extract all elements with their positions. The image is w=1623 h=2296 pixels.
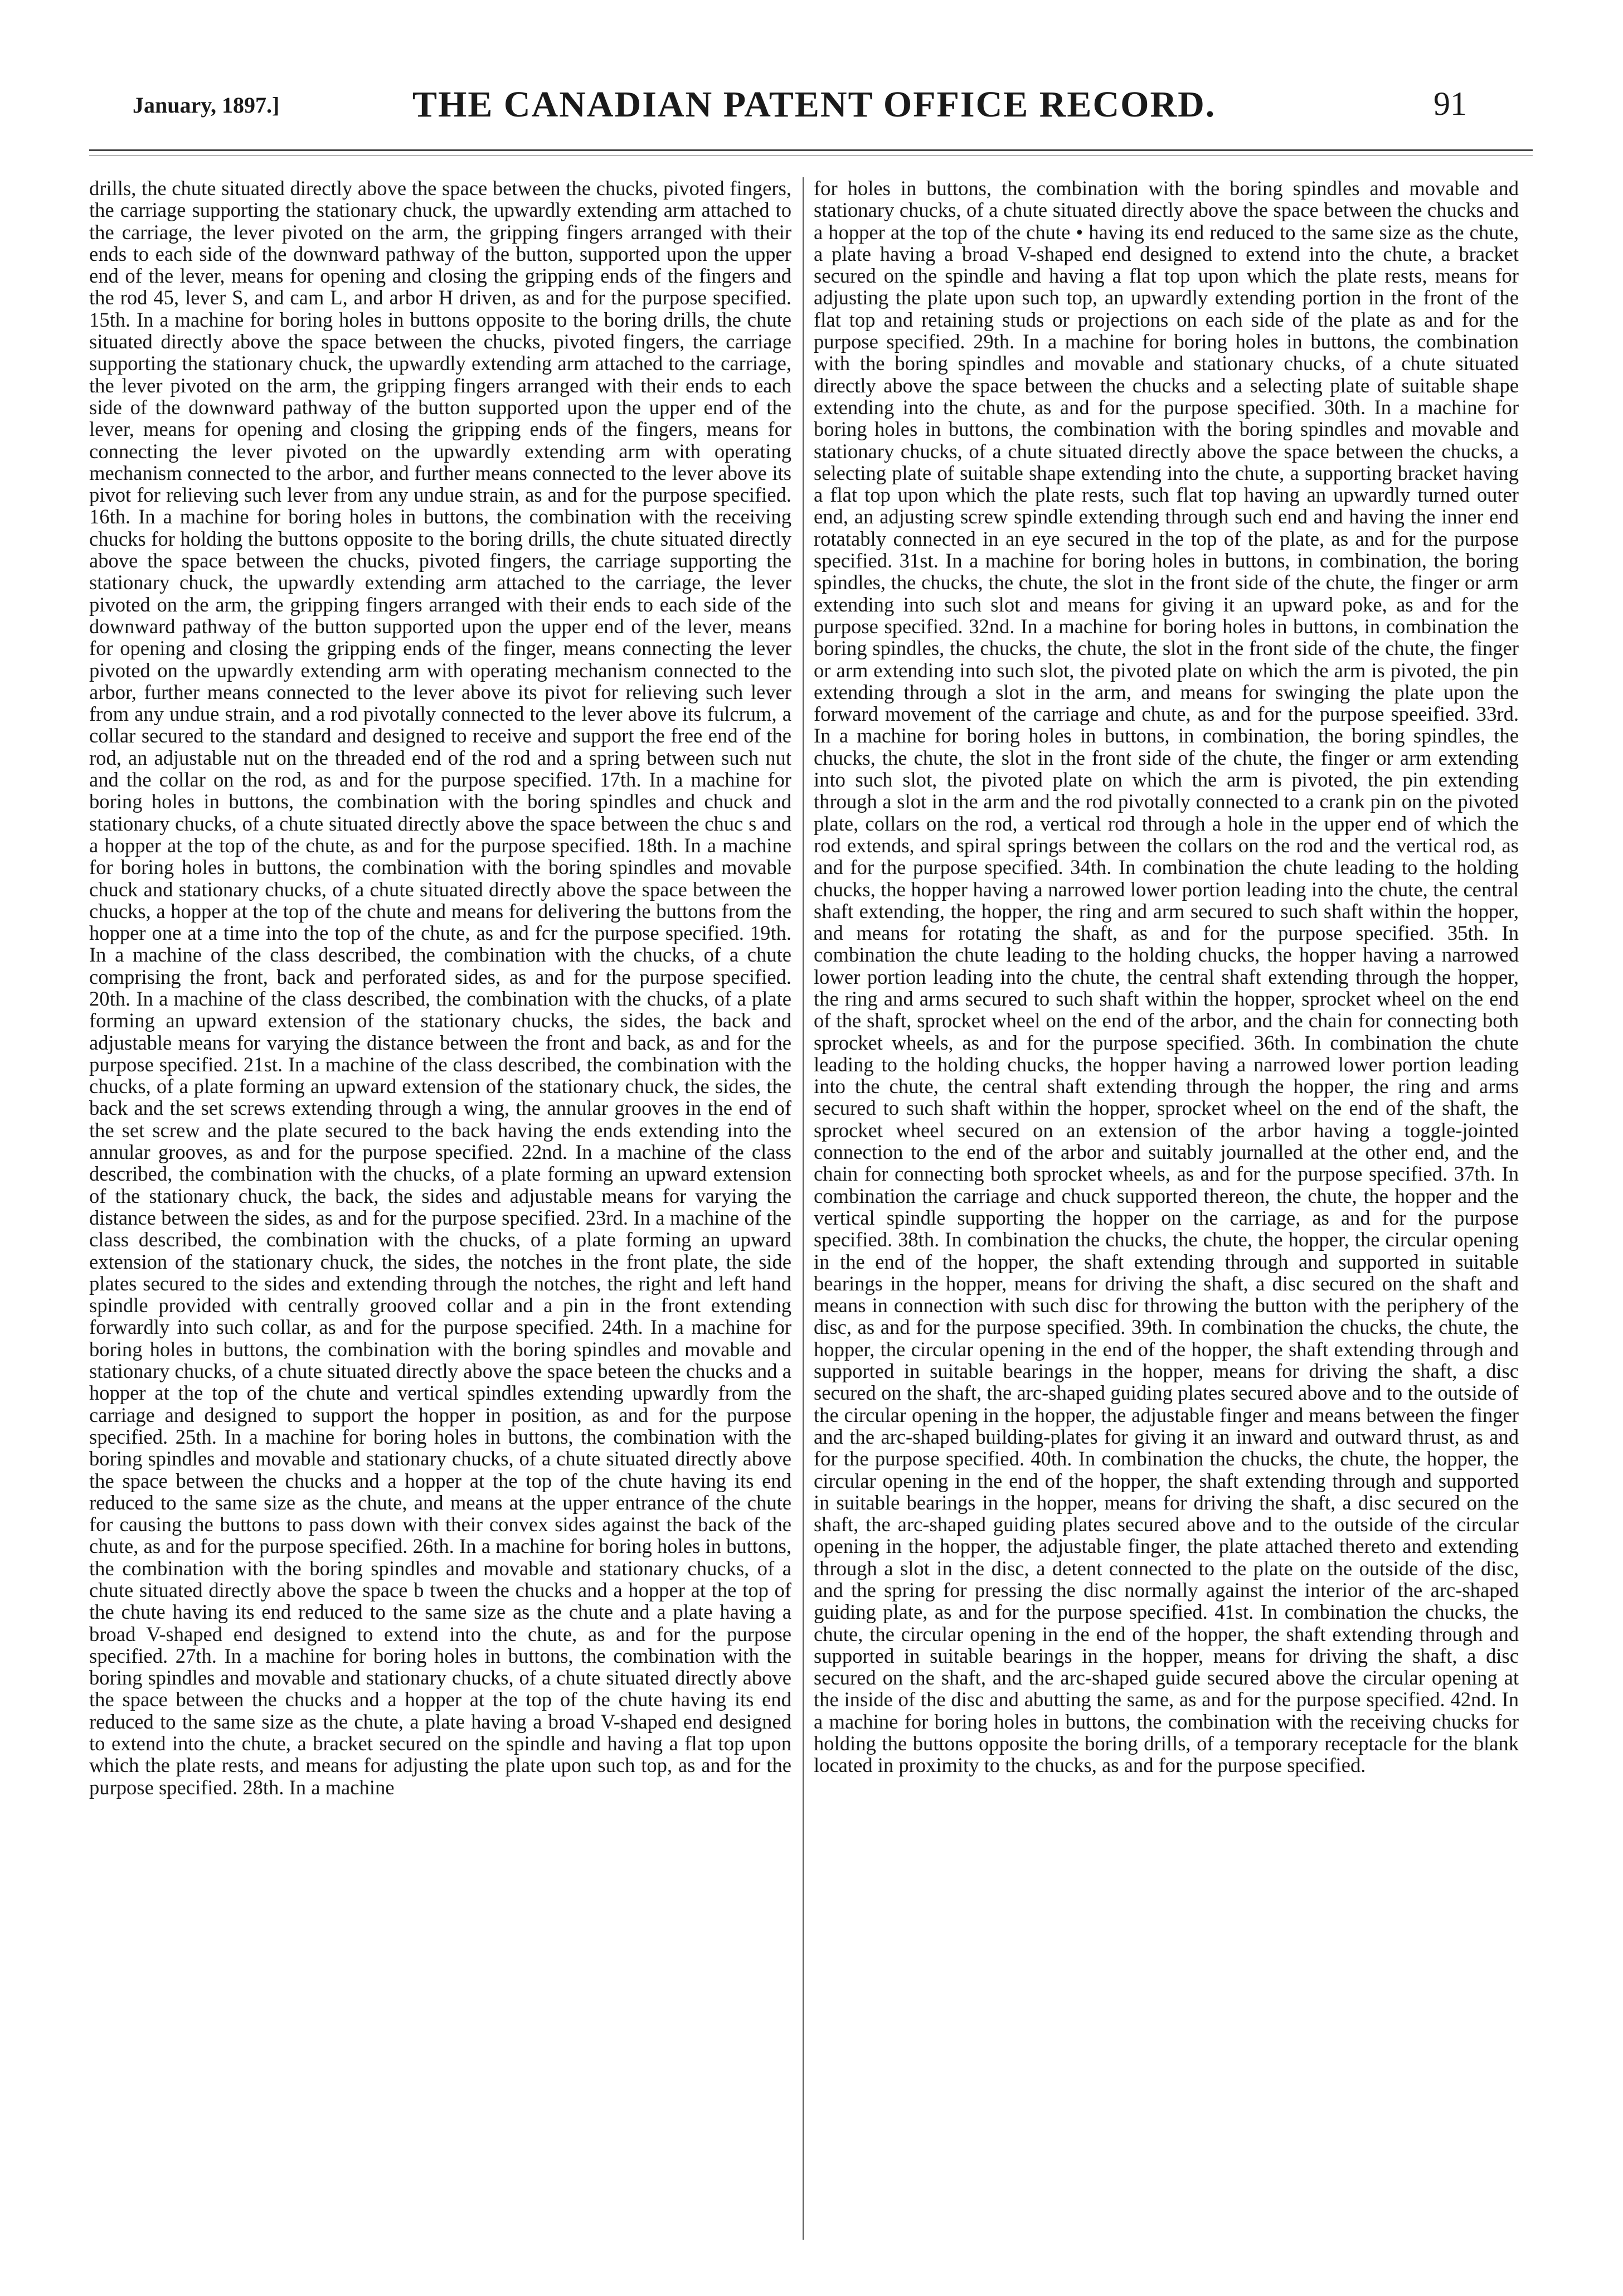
header-rule-thin — [89, 155, 1533, 156]
right-column-text: for holes in buttons, the combination with the boring spindles and movable and stationary chucks, of a chute situated directly above the space between the chucks and a hopper at the top of the chute • having its end reduced to the same size as the chute, a plate having a broad V-shaped end designed to extend into the chute, a bracket secured on the spindle and having a flat top upon which the plate rests, means for adjusting the plate upon such top, an upwardly extending portion in the front of the flat top and retaining studs or projections on each side of the plate as and for the purpose specified. 29th. In a machine for boring holes in buttons, the combination with the boring spindles and movable and stationary chucks, of a chute situated directly above the space between the chucks and a selecting plate of suitable shape extending into the chute, as and for the purpose specified. 30th. In a machine for boring holes in buttons, the combination with the boring spindles and movable and stationary chucks, of a chute situated directly above the space between the chucks, a selecting plate of suitable shape extending into the chute, a supporting bracket having a flat top upon which the plate rests, such flat top having an upwardly turned outer end, an adjusting screw spindle extending through such end and having the inner end rotatably connected in an eye secured in the top of the plate, as and for the purpose specified. 31st. In a machine for boring holes in buttons, in combination, the boring spindles, the chucks, the chute, the slot in the front side of the chute, the finger or arm extending into such slot and means for giving it an upward poke, as and for the purpose specified. 32nd. In a machine for boring holes in buttons, in combination the boring spindles, the chucks, the chute, the slot in the front side of the chute, the finger or arm extending into such slot, the pivoted plate on which the arm is pivoted, the pin extending through a slot in the arm, and means for swinging the plate upon the forward movement of the carriage and chute, as and for the purpose speeified. 33rd. In a machine for boring holes in buttons, in combination, the boring spindles, the chucks, the chute, the slot in the front side of the chute, the finger or arm extending into such slot, the pivoted plate on which the arm is pivoted, the pin extending through a slot in the arm and the rod pivotally connected to a crank pin on the pivoted plate, collars on the rod, a vertical rod through a hole in the upper end of which the rod extends, and spiral springs between the collars on the rod and the vertical rod, as and for the purpose specified. 34th. In combination the chute leading to the holding chucks, the hopper having a narrowed lower portion leading into the chute, the central shaft extending, the hopper, the ring and arm secured to such shaft within the hopper, and means for rotating the shaft, as and for the purpose specified. 35th. In combination the chute leading to the holding chucks, the hopper having a narrowed lower portion leading into the chute, the central shaft extending through the hopper, the ring and arms secured to such shaft within the hopper, sprocket wheel on the end of the shaft, sprocket wheel on the end of the arbor, and the chain for connecting both sprocket wheels, as and for the purpose specified. 36th. In combination the chute leading to the holding chucks, the hopper having a narrowed lower portion leading into the chute, the central shaft extending through the hopper, the ring and arms secured to such shaft within the hopper, sprocket wheel on the end of the shaft, the sprocket wheel secured on an extension of the arbor having a toggle-jointed connection to the end of the arbor and suitably journalled at the other end, and the chain for connecting both sprocket wheels, as and for the purpose specified. 37th. In combination the carriage and chuck supported thereon, the chute, the hopper and the vertical spindle supporting the hopper on the carriage, as and for the purpose specified. 38th. In combination the chucks, the chute, the hopper, the circular opening in the end of the hopper, the shaft extending through and supported in suitable bearings in the hopper, means for driving the shaft, a disc secured on the shaft and means in connection with such disc for throwing the button with the periphery of the disc, as and for the purpose specified. 39th. In combination the chucks, the chute, the hopper, the circular opening in the end of the hopper, the shaft extending through and supported in suitable bearings in the hopper, means for driving the shaft, a disc secured on the shaft, the arc-shaped guiding plates secured above and to the outside of the circular opening in the hopper, the adjustable finger and means between the finger and the arc-shaped building-plates for giving it an inward and outward thrust, as and for the purpose specified. 40th. In combination the chucks, the chute, the hopper, the circular opening in the end of the hopper, the shaft extending through and supported in suitable bearings in the hopper, means for driving the shaft, a disc secured on the shaft, the arc-shaped guiding plates secured above and to the outside of the circular opening in the hopper, the adjustable finger, the plate attached thereto and extending through a slot in the disc, a detent connected to the plate on the outside of the disc, and the spring for pressing the disc normally against the interior of the arc-shaped guiding plate, as and for the purpose specified. 41st. In combination the chucks, the chute, the circular opening in the end of the hopper, the shaft extending through and supported in suitable bearings in the hopper, means for driving the shaft, a disc secured on the shaft, and the arc-shaped guide secured above the circular opening at the inside of the disc and abutting the same, as and for the purpose specified. 42nd. In a machine for boring holes in buttons, the combination with the receiving chucks for holding the buttons opposite the boring drills, of a temporary receptacle for the blank located in proximity to the chucks, as and for the purpose specified. — [814, 177, 1519, 1777]
left-column-text: drills, the chute situated directly above the space between the chucks, pivoted fingers, the carriage supporting the stationary chuck, the upwardly extending arm attached to the carriage, the lever pivoted on the arm, the gripping fingers arranged with their ends to each side of the downward pathway of the button, supported upon the upper end of the lever, means for opening and closing the gripping ends of the fingers and the rod 45, lever S, and cam L, and arbor H driven, as and for the purpose specified. 15th. In a machine for boring holes in buttons opposite to the boring drills, the chute situated directly above the space between the chucks, pivoted fingers, the carriage supporting the stationary chuck, the upwardly extending arm attached to the carriage, the lever pivoted on the arm, the gripping fingers arranged with their ends to each side of the downward pathway of the button supported upon the upper end of the lever, means for opening and closing the gripping ends of the fingers, means for connecting the lever pivoted on the upwardly extending arm with operating mechanism connected to the arbor, and further means connected to the lever above its pivot for relieving such lever from any undue strain, as and for the purpose specified. 16th. In a machine for boring holes in buttons, the combination with the receiving chucks for holding the buttons opposite to the boring drills, the chute situated directly above the space between the chucks, pivoted fingers, the carriage supporting the stationary chuck, the upwardly extending arm attached to the carriage, the lever pivoted on the arm, the gripping fingers arranged with their ends to each side of the downward pathway of the button supported upon the upper end of the lever, means for opening and closing the gripping ends of the finger, means connecting the lever pivoted on the upwardly extending arm with operating mechanism connected to the arbor, further means connected to the lever above its pivot for relieving such lever from any undue strain, and a rod pivotally connected to the lever above its fulcrum, a collar secured to the standard and designed to receive and support the free end of the rod, an adjustable nut on the threaded end of the rod and a spring between such nut and the collar on the rod, as and for the purpose specified. 17th. In a machine for boring holes in buttons, the combination with the boring spindles and chuck and stationary chucks, of a chute situated directly above the space between the chuc s and a hopper at the top of the chute, as and for the purpose specified. 18th. In a machine for boring holes in buttons, the combination with the boring spindles and movable chuck and stationary chucks, of a chute situated directly above the space between the chucks, a hopper at the top of the chute and means for delivering the buttons from the hopper one at a time into the top of the chute, as and fcr the purpose specified. 19th. In a machine of the class described, the combination with the chucks, of a chute comprising the front, back and perforated sides, as and for the purpose specified. 20th. In a machine of the class described, the combination with the chucks, of a plate forming an upward extension of the stationary chucks, the sides, the back and adjustable means for varying the distance between the front and back, as and for the purpose specified. 21st. In a machine of the class described, the combination with the chucks, of a plate forming an upward extension of the stationary chuck, the sides, the back and the set screws extending through a wing, the annular grooves in the end of the set screw and the plate secured to the back having the ends extending into the annular grooves, as and for the purpose specified. 22nd. In a machine of the class described, the combination with the chucks, of a plate forming an upward extension of the stationary chuck, the back, the sides and adjustable means for varying the distance between the sides, as and for the purpose specified. 23rd. In a machine of the class described, the combination with the chucks, of a plate forming an upward extension of the stationary chuck, the sides, the notches in the front plate, the side plates secured to the sides and extending through the notches, the right and left hand spindle provided with centrally grooved collar and a pin in the front extending forwardly into such collar, as and for the purpose specified. 24th. In a machine for boring holes in buttons, the combination with the boring spindles and movable and stationary chucks, of a chute situated directly above the space beteen the chucks and a hopper at the top of the chute and vertical spindles extending upwardly from the carriage and designed to support the hopper in position, as and for the purpose specified. 25th. In a machine for boring holes in buttons, the combination with the boring spindles and movable and stationary chucks, of a chute situated directly above the space between the chucks and a hopper at the top of the chute having its end reduced to the same size as the chute, and means at the upper entrance of the chute for causing the buttons to pass down with their convex sides against the back of the chute, as and for the purpose specified. 26th. In a machine for boring holes in buttons, the combination with the boring spindles and movable and stationary chucks, of a chute situated directly above the space b tween the chucks and a hopper at the top of the chute having its end reduced to the same size as the chute and a plate having a broad V-shaped end designed to extend into the chute, as and for the purpose specified. 27th. In a machine for boring holes in buttons, the combination with the boring spindles and movable and stationary chucks, of a chute situated directly above the space between the chucks and a hopper at the top of the chute having its end reduced to the same size as the chute, a plate having a broad V-shaped end designed to extend into the chute, a bracket secured on the spindle and having a flat top upon which the plate rests, and means for adjusting the plate upon such top, as and for the purpose specified. 28th. In a machine — [89, 177, 791, 1799]
publication-title: THE CANADIAN PATENT OFFICE RECORD. — [412, 84, 1216, 125]
page-header — [0, 0, 1623, 162]
left-column — [89, 177, 791, 2240]
right-column — [814, 177, 1519, 2240]
header-rule — [89, 149, 1533, 151]
issue-date: January, 1897.] — [133, 93, 280, 118]
column-divider — [803, 177, 804, 2240]
page-number: 91 — [1434, 85, 1467, 122]
